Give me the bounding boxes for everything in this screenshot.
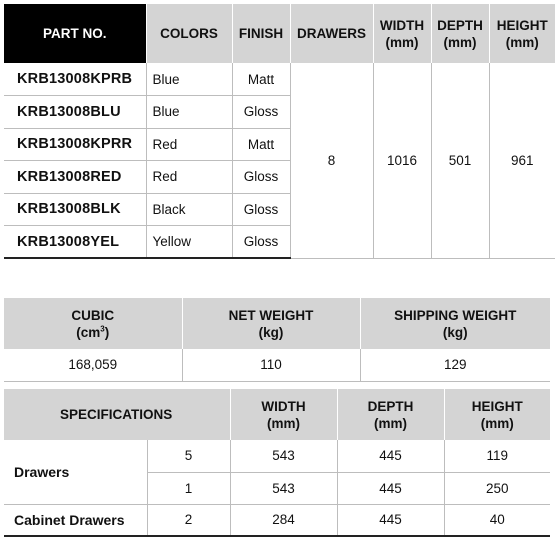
header-specifications: SPECIFICATIONS bbox=[4, 389, 230, 440]
spec-height: 119 bbox=[444, 440, 550, 472]
cubic-value: 168,059 bbox=[4, 349, 182, 381]
header-part-no: PART NO. bbox=[4, 4, 146, 63]
part-number: KRB13008BLU bbox=[4, 96, 146, 129]
part-number: KRB13008KPRR bbox=[4, 128, 146, 161]
parts-table bbox=[4, 4, 555, 259]
header-shipping-weight: SHIPPING WEIGHT (kg) bbox=[360, 298, 550, 349]
spec-depth: 445 bbox=[337, 440, 444, 472]
finish-value: Gloss bbox=[232, 161, 290, 194]
drawers-value: 8 bbox=[290, 63, 373, 258]
header-spec-width: WIDTH (mm) bbox=[230, 389, 337, 440]
color-value: Blue bbox=[146, 63, 232, 96]
finish-value: Matt bbox=[232, 63, 290, 96]
spec-width: 543 bbox=[230, 472, 337, 504]
header-width: WIDTH (mm) bbox=[373, 4, 431, 63]
part-number: KRB13008YEL bbox=[4, 226, 146, 259]
spec-row-label: Cabinet Drawers bbox=[4, 504, 147, 536]
color-value: Blue bbox=[146, 96, 232, 129]
table-row bbox=[4, 440, 550, 472]
spec-width: 284 bbox=[230, 504, 337, 536]
spec-width: 543 bbox=[230, 440, 337, 472]
spec-qty: 2 bbox=[147, 504, 230, 536]
table-row bbox=[4, 504, 550, 536]
parts-header-row bbox=[4, 4, 555, 63]
specs-header-row bbox=[4, 389, 550, 440]
table-row bbox=[4, 63, 555, 96]
part-number: KRB13008RED bbox=[4, 161, 146, 194]
header-height: HEIGHT (mm) bbox=[489, 4, 555, 63]
spec-depth: 445 bbox=[337, 504, 444, 536]
header-drawers: DRAWERS bbox=[290, 4, 373, 63]
finish-value: Gloss bbox=[232, 226, 290, 259]
spec-row-label: Drawers bbox=[4, 440, 147, 504]
header-cubic: CUBIC $(cm^3)$ bbox=[4, 298, 182, 349]
finish-value: Gloss bbox=[232, 96, 290, 129]
color-value: Yellow bbox=[146, 226, 232, 259]
part-number: KRB13008KPRB bbox=[4, 63, 146, 96]
spec-height: 250 bbox=[444, 472, 550, 504]
specifications-table bbox=[4, 389, 550, 537]
spec-qty: 5 bbox=[147, 440, 230, 472]
depth-value: 501 bbox=[431, 63, 489, 258]
part-number: KRB13008BLK bbox=[4, 193, 146, 226]
spec-depth: 445 bbox=[337, 472, 444, 504]
header-spec-height: HEIGHT (mm) bbox=[444, 389, 550, 440]
color-value: Red bbox=[146, 128, 232, 161]
color-value: Red bbox=[146, 161, 232, 194]
header-net-weight: NET WEIGHT (kg) bbox=[182, 298, 360, 349]
header-depth: DEPTH (mm) bbox=[431, 4, 489, 63]
weights-header-row bbox=[4, 298, 550, 349]
shipping-weight-value: 129 bbox=[360, 349, 550, 381]
header-colors: COLORS bbox=[146, 4, 232, 63]
header-spec-depth: DEPTH (mm) bbox=[337, 389, 444, 440]
spec-height: 40 bbox=[444, 504, 550, 536]
height-value: 961 bbox=[489, 63, 555, 258]
table-row bbox=[4, 349, 550, 381]
weights-table bbox=[4, 298, 550, 382]
width-value: 1016 bbox=[373, 63, 431, 258]
finish-value: Gloss bbox=[232, 193, 290, 226]
spec-qty: 1 bbox=[147, 472, 230, 504]
net-weight-value: 110 bbox=[182, 349, 360, 381]
finish-value: Matt bbox=[232, 128, 290, 161]
header-finish: FINISH bbox=[232, 4, 290, 63]
color-value: Black bbox=[146, 193, 232, 226]
